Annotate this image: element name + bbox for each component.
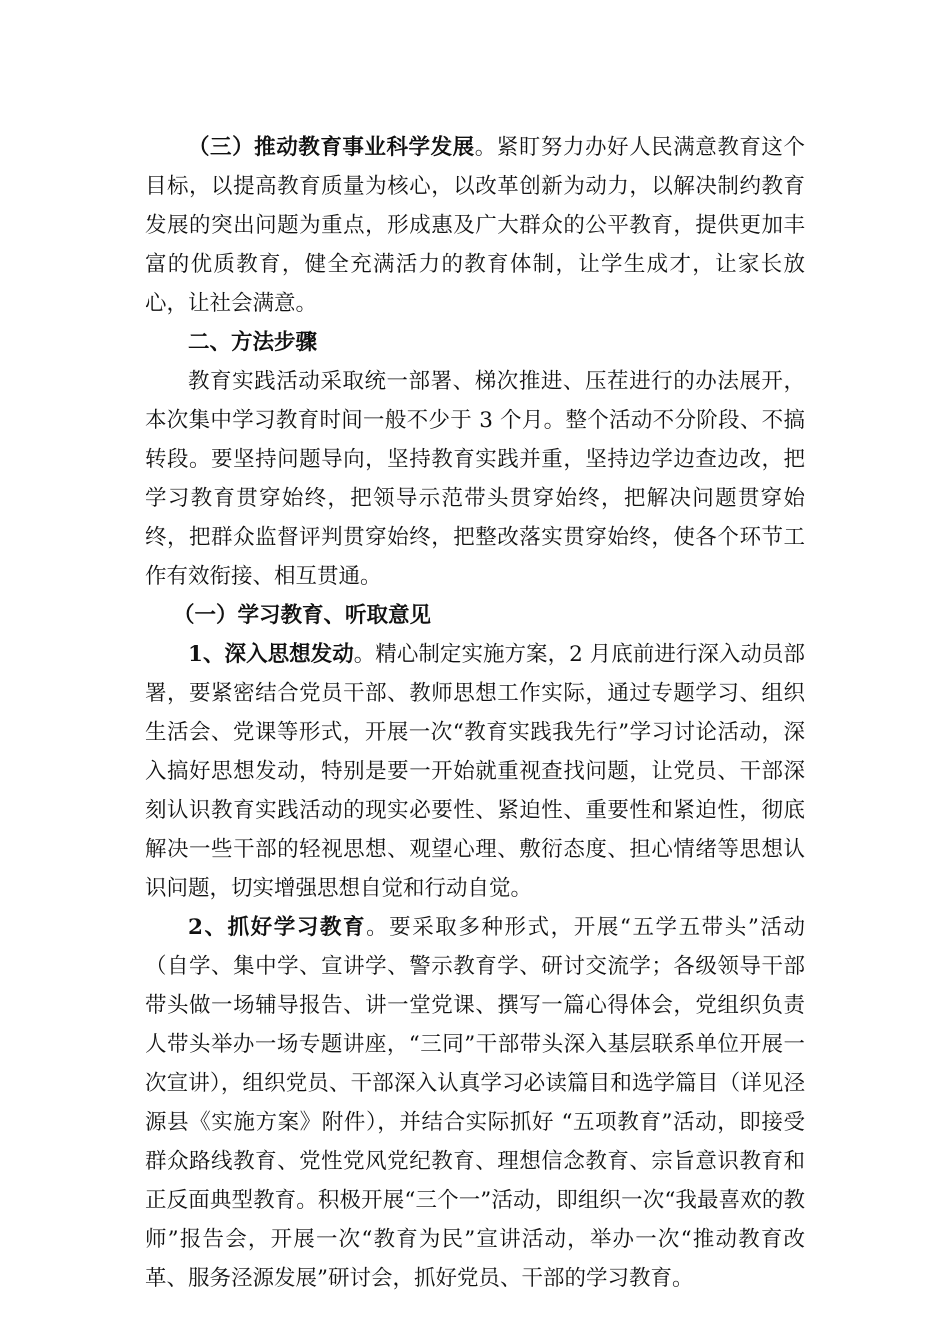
item1-paragraph	[145, 635, 805, 908]
document-body	[145, 128, 805, 1298]
item1-heading: 1、深入思想发动	[188, 642, 354, 667]
section3-paragraph	[145, 128, 805, 323]
item1-body: 。精心制定实施方案，2 月底前进行深入动员部署，要紧密结合党员干部、教师思想工作实际，通过专题学习、组织生活会、党课等形式，开展一次“教育实践我先行”学习讨论活动，深入搞好思想发动，特别是要一开始就重视查找问题，让党员、干部深刻认识教育实践活动的现实必要性、紧迫性、重要性和紧迫性，彻底解决一些干部的轻视思想、观望心理、敷衍态度、担心情绪等思想认识问题，切实增强思想自觉和行动自觉。	[145, 642, 806, 901]
section3-heading: （三）推动教育事业科学发展	[188, 135, 475, 160]
item2-heading: 2、抓好学习教育	[188, 915, 367, 940]
subsection1-title: （一）学习教育、听取意见	[173, 603, 432, 628]
item2-paragraph	[145, 908, 805, 1298]
section3-body: 。紧盯努力办好人民满意教育这个目标，以提高教育质量为核心，以改革创新为动力，以解决制约教育发展的突出问题为重点，形成惠及广大群众的公平教育，提供更加丰富的优质教育，健全充满活力的教育体制，让学生成才，让家长放心，让社会满意。	[145, 135, 805, 316]
part2-intro-paragraph: 教育实践活动采取统一部署、梯次推进、压茬进行的办法展开，本次集中学习教育时间一般不少于 3 个月。整个活动不分阶段、不搞转段。要坚持问题导向，坚持教育实践并重，坚持边学边查边改，把学习教育贯穿始终，把领导示范带头贯穿始终，把解决问题贯穿始终，把群众监督评判贯穿始终，把整改落实贯穿始终，使各个环节工作有效衔接、相互贯通。	[145, 369, 805, 589]
part2-title: 二、方法步骤	[188, 330, 318, 355]
item2-body: 。要采取多种形式，开展“五学五带头”活动（自学、集中学、宣讲学、警示教育学、研讨交流学；各级领导干部带头做一场辅导报告、讲一堂党课、撰写一篇心得体会，党组织负责人带头举办一场专题讲座，“三同”干部带头深入基层联系单位开展一次宣讲），组织党员、干部深入认真学习必读篇目和选学篇目（详见泾源县《实施方案》附件），并结合实际抓好 “五项教育”活动，即接受群众路线教育、党性党风党纪教育、理想信念教育、宗旨意识教育和正反面典型教育。积极开展“三个一”活动，即组织一次“我最喜欢的教师”报告会，开展一次“教育为民”宣讲活动，举办一次“推动教育改革、服务泾源发展”研讨会，抓好党员、干部的学习教育。	[145, 915, 805, 1291]
